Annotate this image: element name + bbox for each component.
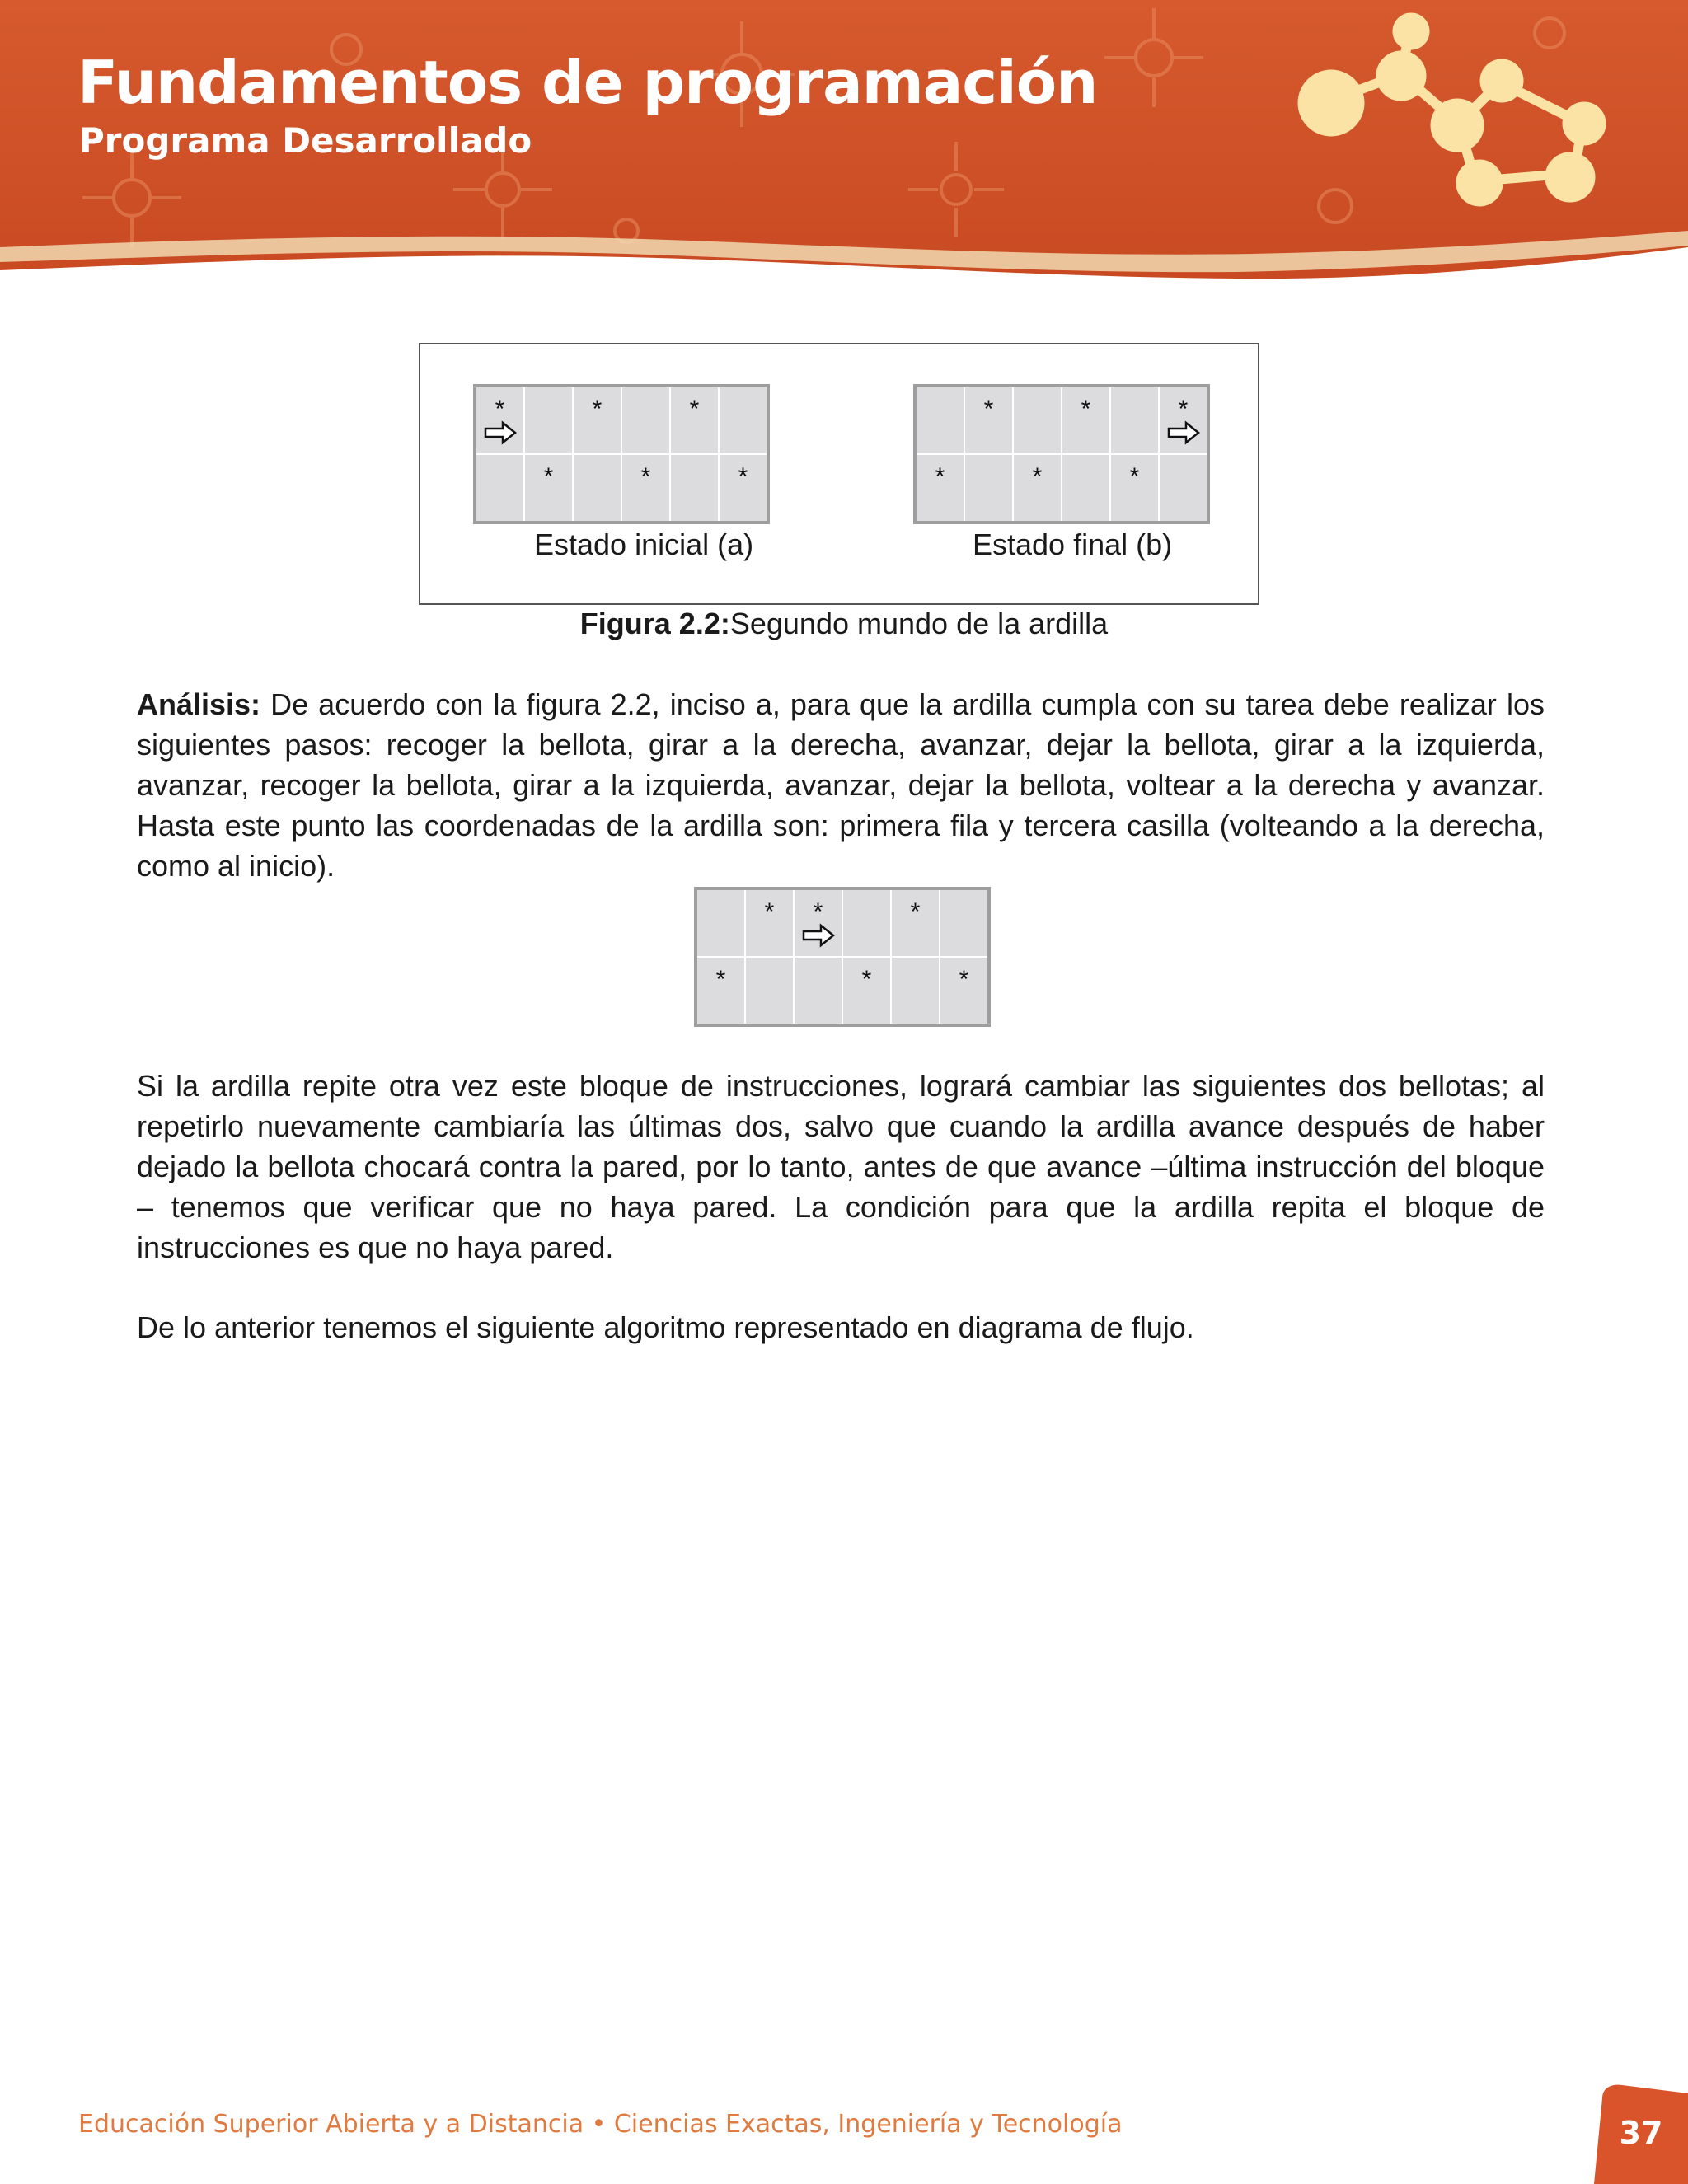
- figure-caption-number: Figura 2.2:: [579, 607, 730, 640]
- grid-mid-cell: [746, 890, 793, 956]
- grid-a-cell: [525, 387, 572, 453]
- grid-mid-cell: [697, 958, 744, 1024]
- grid-b-cell: [1160, 455, 1207, 521]
- acorn-marker: *: [959, 966, 969, 993]
- squirrel-arrow-icon: [483, 420, 518, 445]
- grid-a-cell: [622, 455, 669, 521]
- grid-b-cell: [1014, 455, 1061, 521]
- grid-mid-cell: [892, 890, 939, 956]
- acorn-marker: *: [689, 396, 700, 423]
- label-estado-inicial: Estado inicial (a): [534, 527, 754, 561]
- grid-intermedio: [694, 887, 991, 1027]
- footer-text: Educación Superior Abierta y a Distancia • Ciencias Exactas, Ingeniería y Tecnología: [78, 2110, 1123, 2139]
- paragraph-flowchart-intro: De lo anterior tenemos el siguiente algoritmo representado en diagrama de flujo.: [137, 1310, 1194, 1344]
- grid-estado-inicial: [473, 384, 770, 524]
- acorn-marker: *: [738, 463, 748, 490]
- analysis-paragraph: [137, 684, 1545, 886]
- paragraph-block-repeat: Si la ardilla repite otra vez este bloque de instrucciones, logrará cambiar las siguientes dos bellotas; al repetirlo nuevamente cambiaría las últimas dos, salvo que cuando la ardilla avance después de haber dejado la bellota chocará contra la pared, por lo tanto, antes de que avance –última instrucción del bloque – tenemos que verificar que no haya pared. La condición para que la ardilla repita el bloque de instrucciones es que no haya pared.: [137, 1069, 1545, 1264]
- squirrel-arrow-icon: [1166, 420, 1201, 445]
- grid-mid-cell: [940, 890, 987, 956]
- figure-2-2: [419, 343, 1259, 605]
- acorn-marker: *: [1032, 463, 1043, 490]
- page-header-subtitle: Programa Desarrollado: [79, 120, 532, 161]
- acorn-marker: *: [1129, 463, 1140, 490]
- acorn-marker: *: [861, 966, 872, 993]
- grid-b-cell: [965, 455, 1012, 521]
- analysis-text: De acuerdo con la figura 2.2, inciso a, para que la ardilla cumpla con su tarea debe realizar los siguientes pasos: recoger la bellota, girar a la derecha, avanzar, dejar la bellota, girar a la izquierda, avanzar, recoger la bellota, girar a la izquierda, avanzar, dejar la bellota, voltear a la derecha y avanzar. Hasta este punto las coordenadas de la ardilla son: primera fila y tercera casilla (volteando a la derecha, como al inicio).: [137, 687, 1545, 883]
- acorn-marker: *: [910, 898, 921, 926]
- acorn-marker: *: [813, 898, 823, 926]
- label-estado-final: Estado final (b): [973, 527, 1173, 561]
- acorn-marker: *: [592, 396, 603, 423]
- grid-a-cell: [671, 387, 718, 453]
- grid-b-cell: [1062, 455, 1109, 521]
- page-number: 37: [1619, 2115, 1663, 2151]
- acorn-marker: *: [983, 396, 994, 423]
- grid-a-cell: [574, 455, 621, 521]
- grid-b-cell: [917, 455, 964, 521]
- acorn-marker: *: [1178, 396, 1189, 423]
- grid-b-cell: [1014, 387, 1061, 453]
- grid-a-cell: [476, 387, 523, 453]
- acorn-marker: *: [935, 463, 945, 490]
- grid-b-cell: [965, 387, 1012, 453]
- grid-mid-cell: [795, 890, 842, 956]
- page-header-title: Fundamentos de programación: [77, 48, 1098, 117]
- header-banner: [0, 0, 1688, 297]
- grid-estado-final: [913, 384, 1210, 524]
- grid-b-cell: [1062, 387, 1109, 453]
- grid-a-cell: [476, 455, 523, 521]
- acorn-marker: *: [764, 898, 775, 926]
- grid-mid-cell: [795, 958, 842, 1024]
- acorn-marker: *: [1081, 396, 1091, 423]
- grid-b-cell: [917, 387, 964, 453]
- grid-a-cell: [671, 455, 718, 521]
- grid-b-cell: [1160, 387, 1207, 453]
- squirrel-arrow-icon: [801, 923, 836, 948]
- grid-mid-cell: [697, 890, 744, 956]
- grid-mid-cell: [843, 890, 890, 956]
- grid-b-cell: [1111, 455, 1158, 521]
- analysis-label: Análisis:: [137, 687, 261, 721]
- grid-a-cell: [574, 387, 621, 453]
- acorn-marker: *: [495, 396, 505, 423]
- acorn-marker: *: [715, 966, 726, 993]
- grid-a-cell: [622, 387, 669, 453]
- grid-a-cell: [720, 455, 767, 521]
- grid-mid-cell: [746, 958, 793, 1024]
- acorn-marker: *: [543, 463, 554, 490]
- acorn-marker: *: [640, 463, 651, 490]
- grid-a-cell: [720, 387, 767, 453]
- grid-mid-cell: [843, 958, 890, 1024]
- figure-caption-text: Segundo mundo de la ardilla: [729, 607, 1109, 640]
- grid-mid-cell: [940, 958, 987, 1024]
- grid-a-cell: [525, 455, 572, 521]
- grid-b-cell: [1111, 387, 1158, 453]
- figure-caption: [0, 607, 1688, 641]
- grid-mid-cell: [892, 958, 939, 1024]
